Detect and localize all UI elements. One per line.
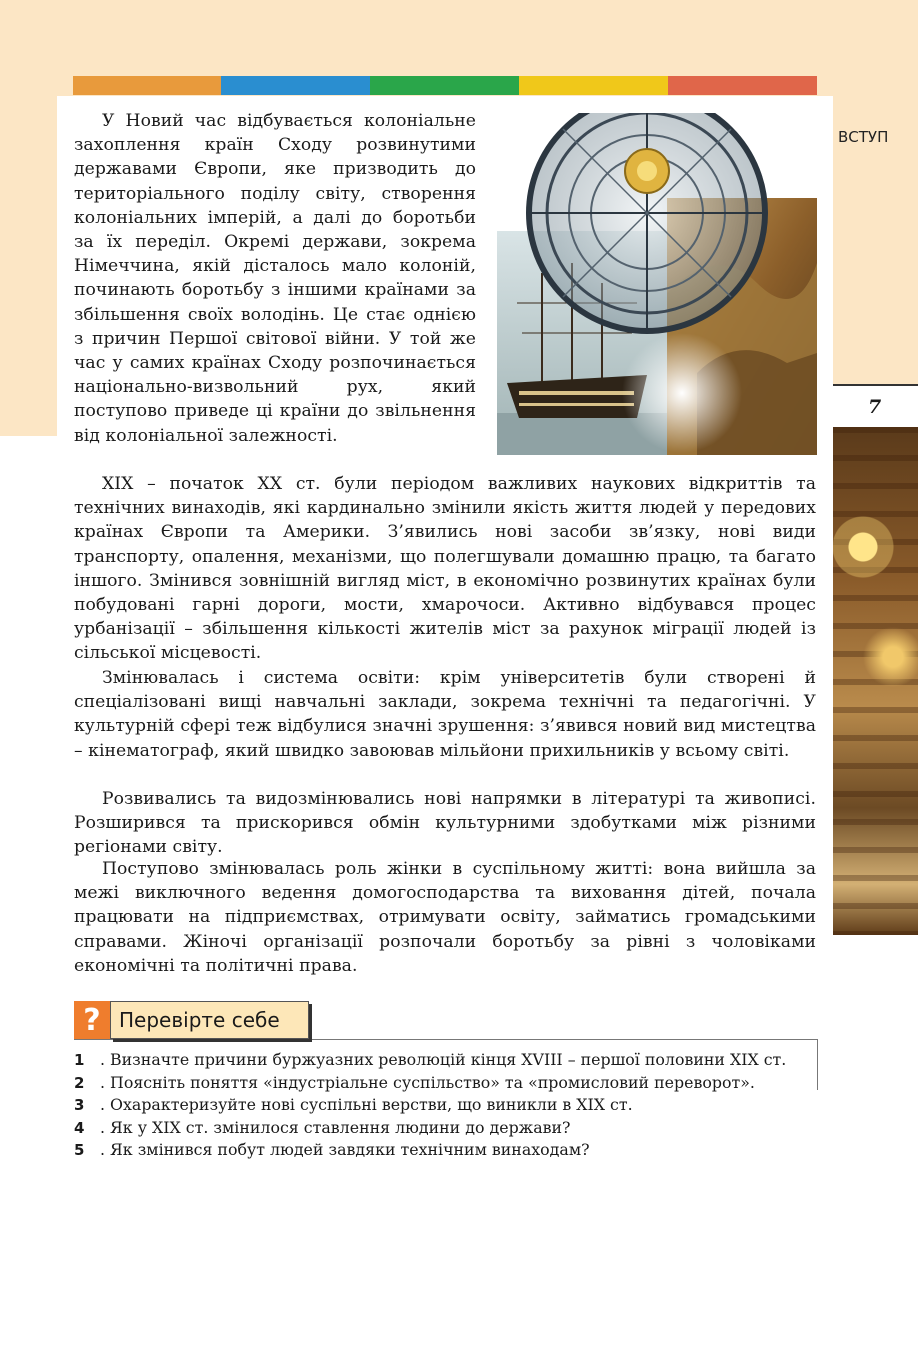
question-item: [74, 1139, 818, 1162]
astronomical-clock-icon: [529, 113, 765, 331]
page-number: 7: [868, 396, 882, 418]
question-item: [74, 1117, 818, 1140]
question-text: . Поясніть поняття «індустріальне суспільство» та «промисловий переворот».: [100, 1072, 755, 1092]
stripe-orange: [73, 76, 221, 95]
question-number: 3: [74, 1096, 85, 1114]
quiz-title: Перевірте себе: [119, 1008, 280, 1032]
hero-collage: [497, 113, 817, 455]
quiz-header: [110, 1001, 309, 1039]
quiz-frame-top: [74, 1039, 818, 1040]
cream-left-margin: [0, 96, 57, 436]
hero-collage-svg: [497, 113, 817, 455]
question-number: 4: [74, 1118, 85, 1137]
question-number: 5: [74, 1141, 85, 1159]
stripe-blue: [221, 76, 370, 95]
paragraph-literature: Розвивались та видозмінювались нові напрямки в літературі та живописі. Розширився та прискорився обмін культурними здобутками між різними регіонами світу.: [74, 789, 816, 858]
palace-interior-photo: [833, 427, 918, 935]
question-item: [74, 1072, 818, 1095]
question-item: [74, 1049, 818, 1072]
intro-paragraph: У Новий час відбувається колоніальне захоплення країн Сходу розвинутими державами Європи, яке призводить до територіального поділу світу, створення колоніальних імперій, а далі до боротьби за їх переділ. Окремі держави, зокрема Німеччина, якій дісталось мало колоній, починають боротьбу з іншими країнами за збільшення своїх володінь. Це стає однією з причин Першої світової війни. У той же час у самих країнах Сходу розпочинається національно-визвольний рух, який поступово приведе ці країни до звільнення від колоніальної залежності.: [74, 111, 476, 446]
question-text: . Визначте причини буржуазних революцій кінця XVIII – першої половини XIX ст.: [100, 1050, 787, 1069]
question-text: . Охарактеризуйте нові суспільні верстви, що виникли в XIX ст.: [100, 1095, 633, 1114]
question-number: 2: [74, 1073, 85, 1092]
question-number: 1: [74, 1051, 85, 1069]
stripe-red: [668, 76, 817, 95]
paragraph-education: Змінювалась і система освіти: крім університетів були створені й спеціалізовані вищі навчальні заклади, зокрема технічні та педагогічні. У культурній сфері теж відбулися значні зрушення: з’явився новий вид мистецтва – кінематограф, який швидко завоював мільйони прихильників у всьому світі.: [74, 668, 816, 761]
section-label: ВСТУП: [838, 128, 889, 146]
question-item: [74, 1094, 818, 1117]
paragraph-women: Поступово змінювалась роль жінки в суспільному житті: вона вийшла за межі виключного ведення домогосподарства та виховання дітей, почала працювати на підприємствах, отримувати освіту, займатись громадськими справами. Жіночі організації розпочали боротьбу за рівні з чоловіками економічні та політичні права.: [74, 859, 816, 976]
question-list: [74, 1049, 818, 1162]
question-text: . Як у XIX ст. змінилося ставлення людини до держави?: [100, 1117, 571, 1137]
question-mark-icon: ?: [74, 1001, 110, 1039]
page-number-rule: [833, 384, 918, 386]
stripe-yellow: [519, 76, 668, 95]
stripe-green: [370, 76, 519, 95]
question-text: . Як змінився побут людей завдяки технічним винаходам?: [100, 1140, 590, 1159]
paragraph-technology: XIX – початок XX ст. були періодом важливих наукових відкриттів та технічних винаходів, які кардинально змінили якість життя людей у передових країнах Європи та Америки. З’явились нові засоби зв’язку, нові види транспорту, опалення, механізми, що полегшували домашню працю, та багато іншого. Змінився зовнішній вигляд міст, в економічно розвинутих країнах були побудовані гарні дороги, мости, хмарочоси. Активно відбувався процес урбанізації – збільшення кількості жителів міст за рахунок міграції людей із сільської місцевості.: [74, 474, 816, 664]
